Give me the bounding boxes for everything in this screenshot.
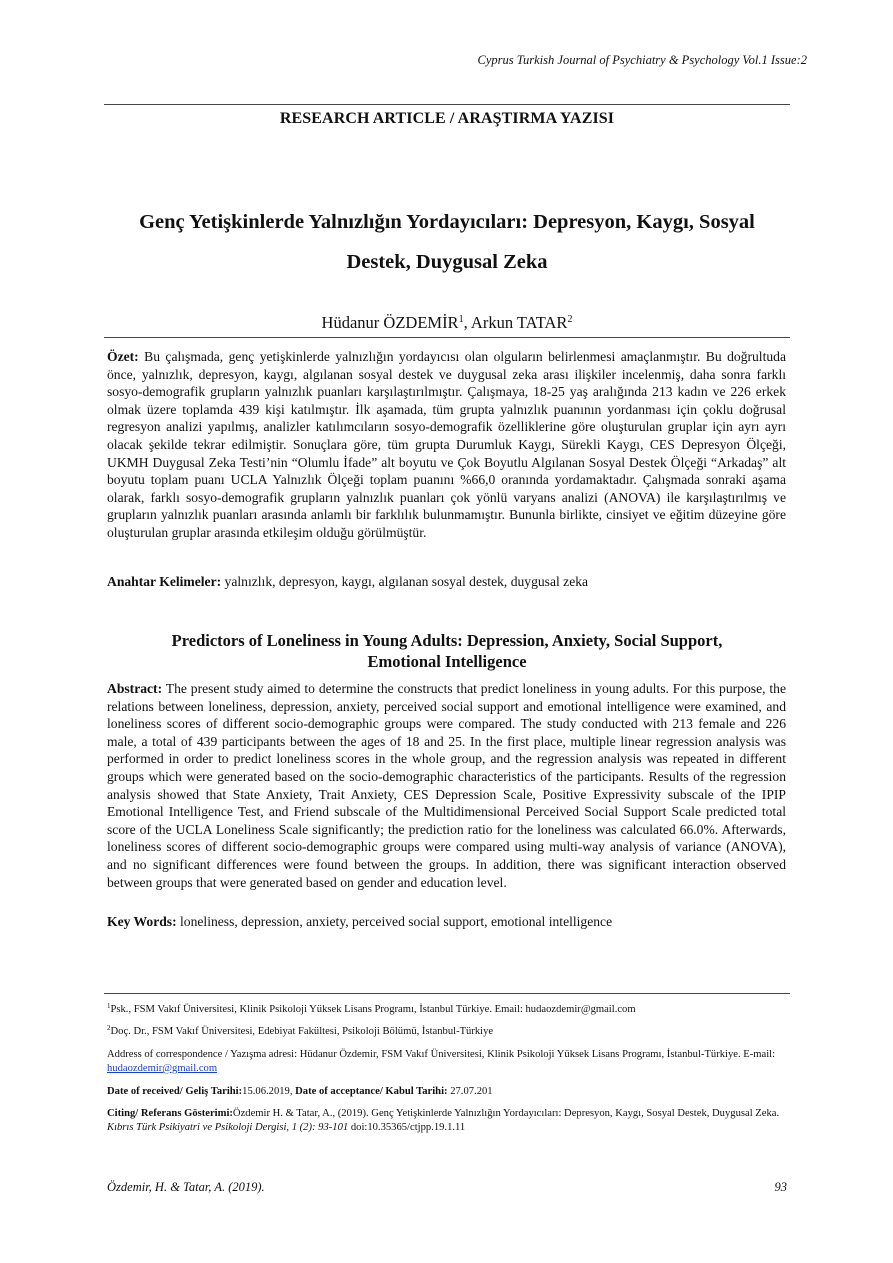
- footer-citation: Özdemir, H. & Tatar, A. (2019).: [107, 1180, 265, 1194]
- dates-line: [107, 1085, 787, 1099]
- received-date: 15.06.2019,: [242, 1086, 296, 1097]
- author-list: [104, 313, 790, 333]
- author-1: Hüdanur ÖZDEMİR: [321, 313, 459, 332]
- turkish-title: [104, 202, 790, 282]
- section-label: RESEARCH ARTICLE / ARAŞTIRMA YAZISI: [279, 110, 615, 127]
- turkish-abstract: [107, 348, 786, 542]
- english-title-line2: Emotional Intelligence: [367, 652, 527, 671]
- header-rule: [104, 104, 790, 105]
- english-abstract: [107, 680, 786, 891]
- author-2: Arkun TATAR: [470, 313, 568, 332]
- citing-volume: , 1 (2): 93-101: [286, 1122, 349, 1133]
- footnote-rule: [104, 993, 790, 994]
- turkish-title-line2: Destek, Duygusal Zeka: [346, 251, 548, 273]
- footnote-1-text: Psk., FSM Vakıf Üniversitesi, Klinik Psikoloji Yüksek Lisans Programı, İstanbul Türkiye. Email: hudaozdemir@gmail.com: [110, 1004, 636, 1015]
- author-2-affiliation: 2: [567, 314, 573, 325]
- footnote-1-marker: 1: [107, 1002, 111, 1010]
- english-title-line1: Predictors of Loneliness in Young Adults: Depression, Anxiety, Social Support,: [171, 631, 723, 650]
- english-keywords-label: Key Words:: [107, 914, 177, 929]
- footnote-2-text: Doç. Dr., FSM Vakıf Üniversitesi, Edebiyat Fakültesi, Psikoloji Bölümü, İstanbul-Türkiye: [110, 1026, 494, 1037]
- page-number: 93: [774, 1180, 787, 1194]
- citation-block: [107, 1107, 787, 1135]
- address-text: Address of correspondence / Yazışma adresi: Hüdanur Özdemir, FSM Vakıf Üniversitesi, Klinik Psikoloji Yüksek Lisans Programı, İstanbul-Türkiye. E-mail:: [107, 1049, 776, 1060]
- english-keywords-text: loneliness, depression, anxiety, perceived social support, emotional intelligence: [180, 914, 613, 929]
- english-title: [104, 630, 790, 672]
- accepted-date: 27.07.201: [447, 1086, 493, 1097]
- citing-journal: Kıbrıs Türk Psikiyatri ve Psikoloji Dergisi: [107, 1122, 287, 1133]
- author-separator: ,: [463, 313, 471, 332]
- turkish-keywords-text: yalnızlık, depresyon, kaygı, algılanan sosyal destek, duygusal zeka: [224, 574, 589, 589]
- english-keywords: [107, 913, 786, 931]
- turkish-abstract-label: Özet:: [107, 349, 139, 364]
- address-email-link[interactable]: hudaozdemir@gmail.com: [107, 1063, 218, 1074]
- author-1-affiliation: 1: [458, 314, 464, 325]
- footnote-1: [107, 1003, 787, 1017]
- authors-rule: [104, 337, 790, 338]
- footnote-2-marker: 2: [107, 1024, 111, 1032]
- journal-header: Cyprus Turkish Journal of Psychiatry & Psychology Vol.1 Issue:2: [477, 53, 807, 67]
- turkish-abstract-text: Bu çalışmada, genç yetişkinlerde yalnızlığın yordayıcısı olan olguların belirlenmesi amaçlanmıştır. Bu doğrultuda önce, yalnızlık, depresyon, kaygı, algılanan sosyal destek ve duygusal zeka arası ilişkiler incelenmiş, daha sonra farklı sosyo-demografik grupların yalnızlık puanları karşılaştırılmıştır. Çalışmaya, 18-25 yaş aralığında 213 kadın ve 226 erkek olmak üzere toplamda 439 kişi katılmıştır. İlk aşamada, tüm grupta yalnızlık puanının yordanması için çoklu doğrusal regresyon analizi yapılmış, analizler katılımcıların sosyo-demografik özelliklerine göre oluşturulan gruplar için ayrı ayrı olacak şekilde tekrar edilmiştir. Sonuçlara göre, tüm grupta Durumluk Kaygı, Sürekli Kaygı, CES Depresyon Ölçeği, UKMH Duygusal Zeka Testi’nin “Olumlu İfade” alt boyutu ve Çok Boyutlu Algılanan Sosyal Destek Ölçeği “Arkadaş” alt boyutu toplam puanı UCLA Yalnızlık Ölçeği toplam puanını %66,0 oranında yordamaktadır. Çalışmada sonraki aşama olarak, farklı sosyo-demografik grupların yalnızlık puanları çok yönlü varyans analizi (ANOVA) ile karşılaştırılmış ve grupların yalnızlık puanları arasında anlamlı bir farklılık bulunmamıştır. Bununla birlikte, cinsiyet ve eğitim düzeyine göre oluşturulan gruplar arasında etkileşim olduğu görülmüştür.: [107, 349, 786, 540]
- received-label: Date of received/ Geliş Tarihi:: [107, 1086, 243, 1097]
- footnote-2: [107, 1025, 787, 1039]
- turkish-title-line1: Genç Yetişkinlerde Yalnızlığın Yordayıcıları: Depresyon, Kaygı, Sosyal: [139, 211, 755, 233]
- english-abstract-label: Abstract:: [107, 681, 163, 696]
- correspondence-address: [107, 1048, 787, 1076]
- citing-doi: doi:10.35365/ctjpp.19.1.11: [348, 1122, 466, 1133]
- accepted-label: Date of acceptance/ Kabul Tarihi:: [295, 1086, 448, 1097]
- english-abstract-text: The present study aimed to determine the constructs that predict loneliness in young adults. For this purpose, the relations between loneliness, depression, anxiety, perceived social support and emotional intelligence were examined, and loneliness scores of different socio-demographic groups were compared. The study conducted with 213 female and 226 male, a total of 439 participants between the ages of 18 and 25. In the first place, multiple linear regression analysis was performed in order to predict loneliness scores in the whole group, and the regression analysis was repeated in different groups which were generated based on the socio-demographic characteristics of the participants. Results of the regression analysis showed that State Anxiety, Trait Anxiety, CES Depression Scale, Positive Expressivity subscale of the IPIP Emotional Intelligence Test, and Friend subscale of the Multidimensional Perceived Social Support Scale predicted total score of the UCLA Loneliness Scale significantly; the prediction ratio for the loneliness was calculated 66.0%. Afterwards, loneliness scores of different socio-demographic groups were compared using multi-way analysis of variance (ANOVA), and no significant differences were found between the groups. In addition, there was significant interaction observed between groups that were generated based on gender and education level.: [107, 681, 786, 890]
- citing-text: Özdemir H. & Tatar, A., (2019). Genç Yetişkinlerde Yalnızlığın Yordayıcıları: Depresyon, Kaygı, Sosyal Destek, Duygusal Zeka.: [232, 1108, 780, 1119]
- turkish-keywords: [107, 573, 786, 591]
- turkish-keywords-label: Anahtar Kelimeler:: [107, 574, 222, 589]
- citing-label: Citing/ Referans Gösterimi:: [107, 1108, 233, 1119]
